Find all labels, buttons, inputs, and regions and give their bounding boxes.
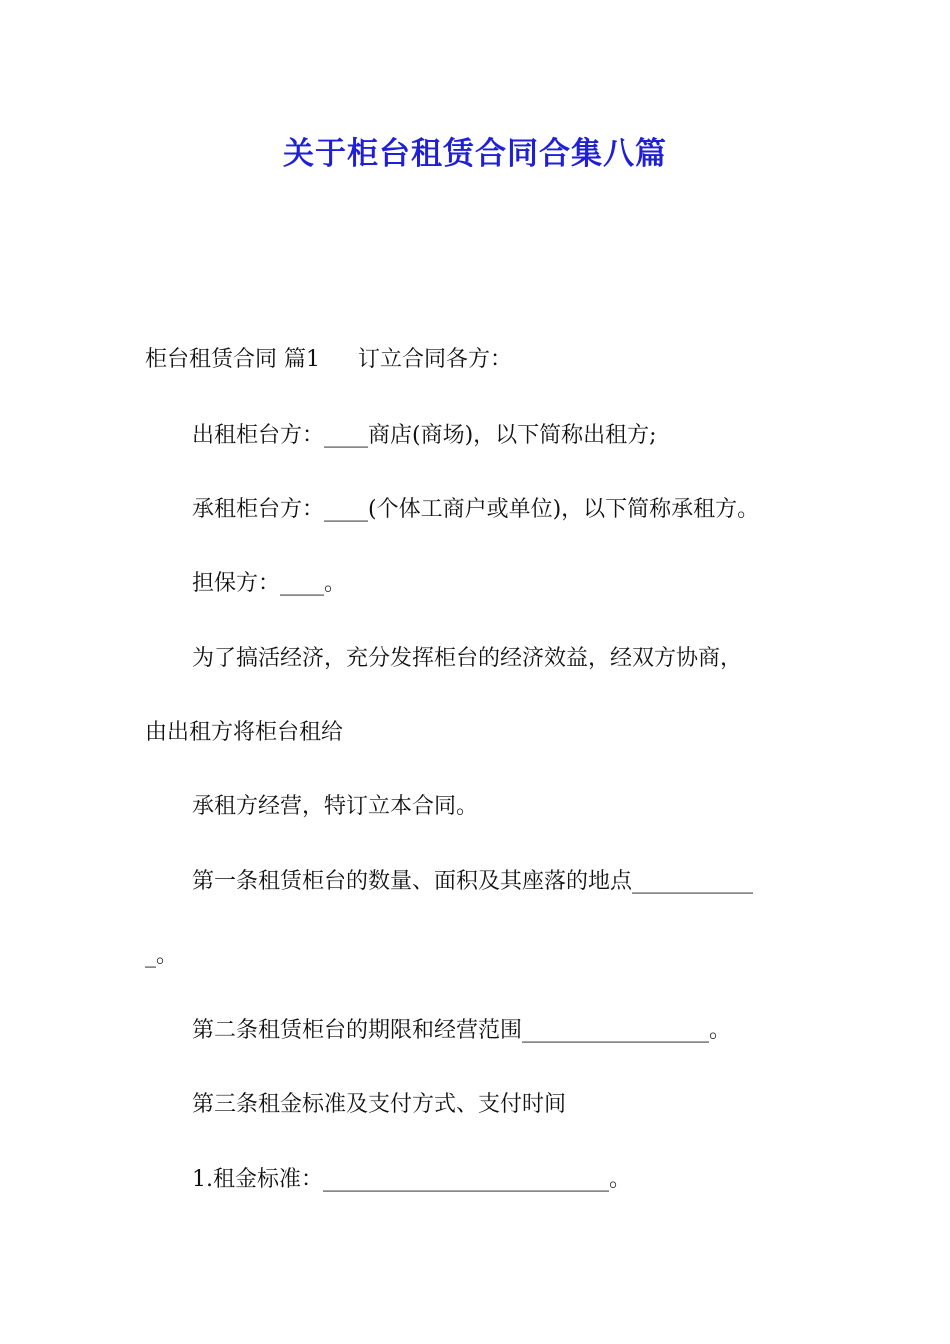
article-1-line: 第一条租赁柜台的数量、面积及其座落的地点___________	[192, 869, 754, 894]
document-title: 关于柜台租赁合同合集八篇	[283, 136, 667, 172]
contract-heading: 柜台租赁合同 篇1	[145, 347, 320, 372]
guarantor-line: 担保方：____。	[192, 571, 347, 596]
purpose-continued-line: 由出租方将柜台租给	[145, 720, 344, 745]
lessee-line: 承租柜台方：____(个体工商户或单位)，以下简称承租方。	[192, 497, 760, 522]
rent-standard-line: 1.租金标准：__________________________。	[192, 1167, 631, 1192]
article-1-continued-line: _。	[145, 943, 179, 968]
purpose-line: 为了搞活经济，充分发挥柜台的经济效益，经双方协商，	[192, 646, 743, 671]
parties-intro: 订立合同各方：	[358, 347, 513, 372]
article-3-line: 第三条租金标准及支付方式、支付时间	[192, 1092, 567, 1117]
article-2-line: 第二条租赁柜台的期限和经营范围_________________。	[192, 1018, 732, 1043]
purpose-end-line: 承租方经营，特订立本合同。	[192, 794, 479, 819]
lessor-line: 出租柜台方：____商店(商场)，以下简称出租方;	[192, 423, 657, 448]
contract-heading-line	[145, 345, 512, 375]
